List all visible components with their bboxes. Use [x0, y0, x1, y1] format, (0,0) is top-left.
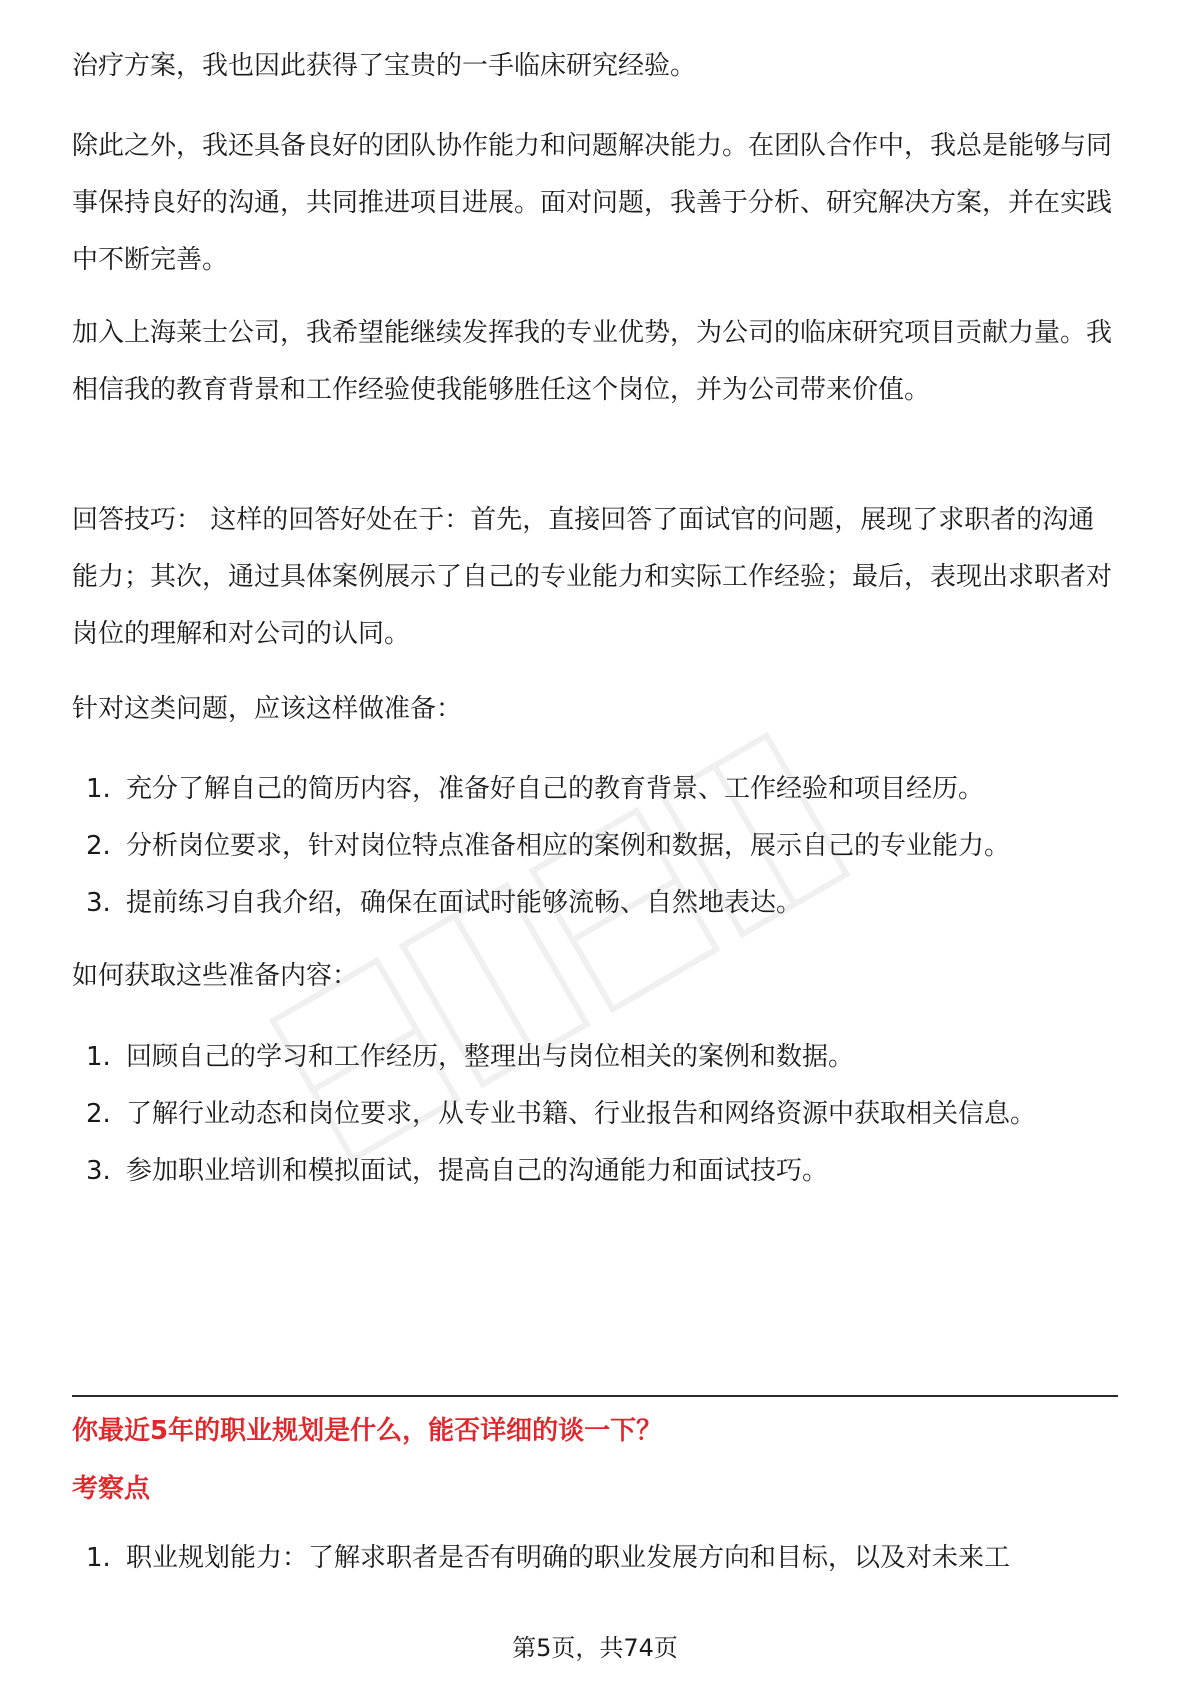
assessment-list: [72, 1530, 1118, 1587]
list-item: 1. 充分了解自己的简历内容，准备好自己的教育背景、工作经验和项目经历。: [86, 774, 985, 804]
obtain-list: [72, 1029, 1118, 1200]
paragraph-answer-tips: 回答技巧： 这样的回答好处在于：首先，直接回答了面试官的问题，展现了求职者的沟通能力；其次，通过具体案例展示了自己的专业能力和实际工作经验；最后，表现出求职者对岗位的理解和对公司的认同。: [72, 505, 1113, 649]
list-item: 2. 了解行业动态和岗位要求，从专业书籍、行业报告和网络资源中获取相关信息。: [86, 1099, 1037, 1129]
prepare-list: [72, 761, 1118, 932]
list-item: 3. 提前练习自我介绍，确保在面试时能够流畅、自然地表达。: [86, 888, 803, 918]
list-item: 1. 职业规划能力：了解求职者是否有明确的职业发展方向和目标，以及对未来工: [86, 1543, 1011, 1573]
list-item: 2. 分析岗位要求，针对岗位特点准备相应的案例和数据，展示自己的专业能力。: [86, 831, 1011, 861]
paragraph-prepare-heading: 针对这类问题，应该这样做准备：: [72, 694, 463, 724]
paragraph-teamwork: 除此之外，我还具备良好的团队协作能力和问题解决能力。在团队合作中，我总是能够与同事保持良好的沟通，共同推进项目进展。面对问题，我善于分析、研究解决方案，并在实践中不断完善。: [72, 131, 1113, 275]
list-item: 1. 回顾自己的学习和工作经历，整理出与岗位相关的案例和数据。: [86, 1042, 855, 1072]
question-title: 你最近5年的职业规划是什么，能否详细的谈一下？: [72, 1416, 663, 1446]
section-divider: [72, 1395, 1118, 1397]
question-subtitle: 考察点: [72, 1474, 151, 1504]
list-item: 3. 参加职业培训和模拟面试，提高自己的沟通能力和面试技巧。: [86, 1156, 829, 1186]
paragraph-obtain-heading: 如何获取这些准备内容：: [72, 961, 359, 991]
page-footer: 第5页，共74页: [512, 1634, 678, 1662]
paragraph-join-company: 加入上海莱士公司，我希望能继续发挥我的专业优势，为公司的临床研究项目贡献力量。我相信我的教育背景和工作经验使我能够胜任这个岗位，并为公司带来价值。: [72, 318, 1113, 405]
paragraph-intro-tail: 治疗方案，我也因此获得了宝贵的一手临床研究经验。: [72, 51, 697, 81]
